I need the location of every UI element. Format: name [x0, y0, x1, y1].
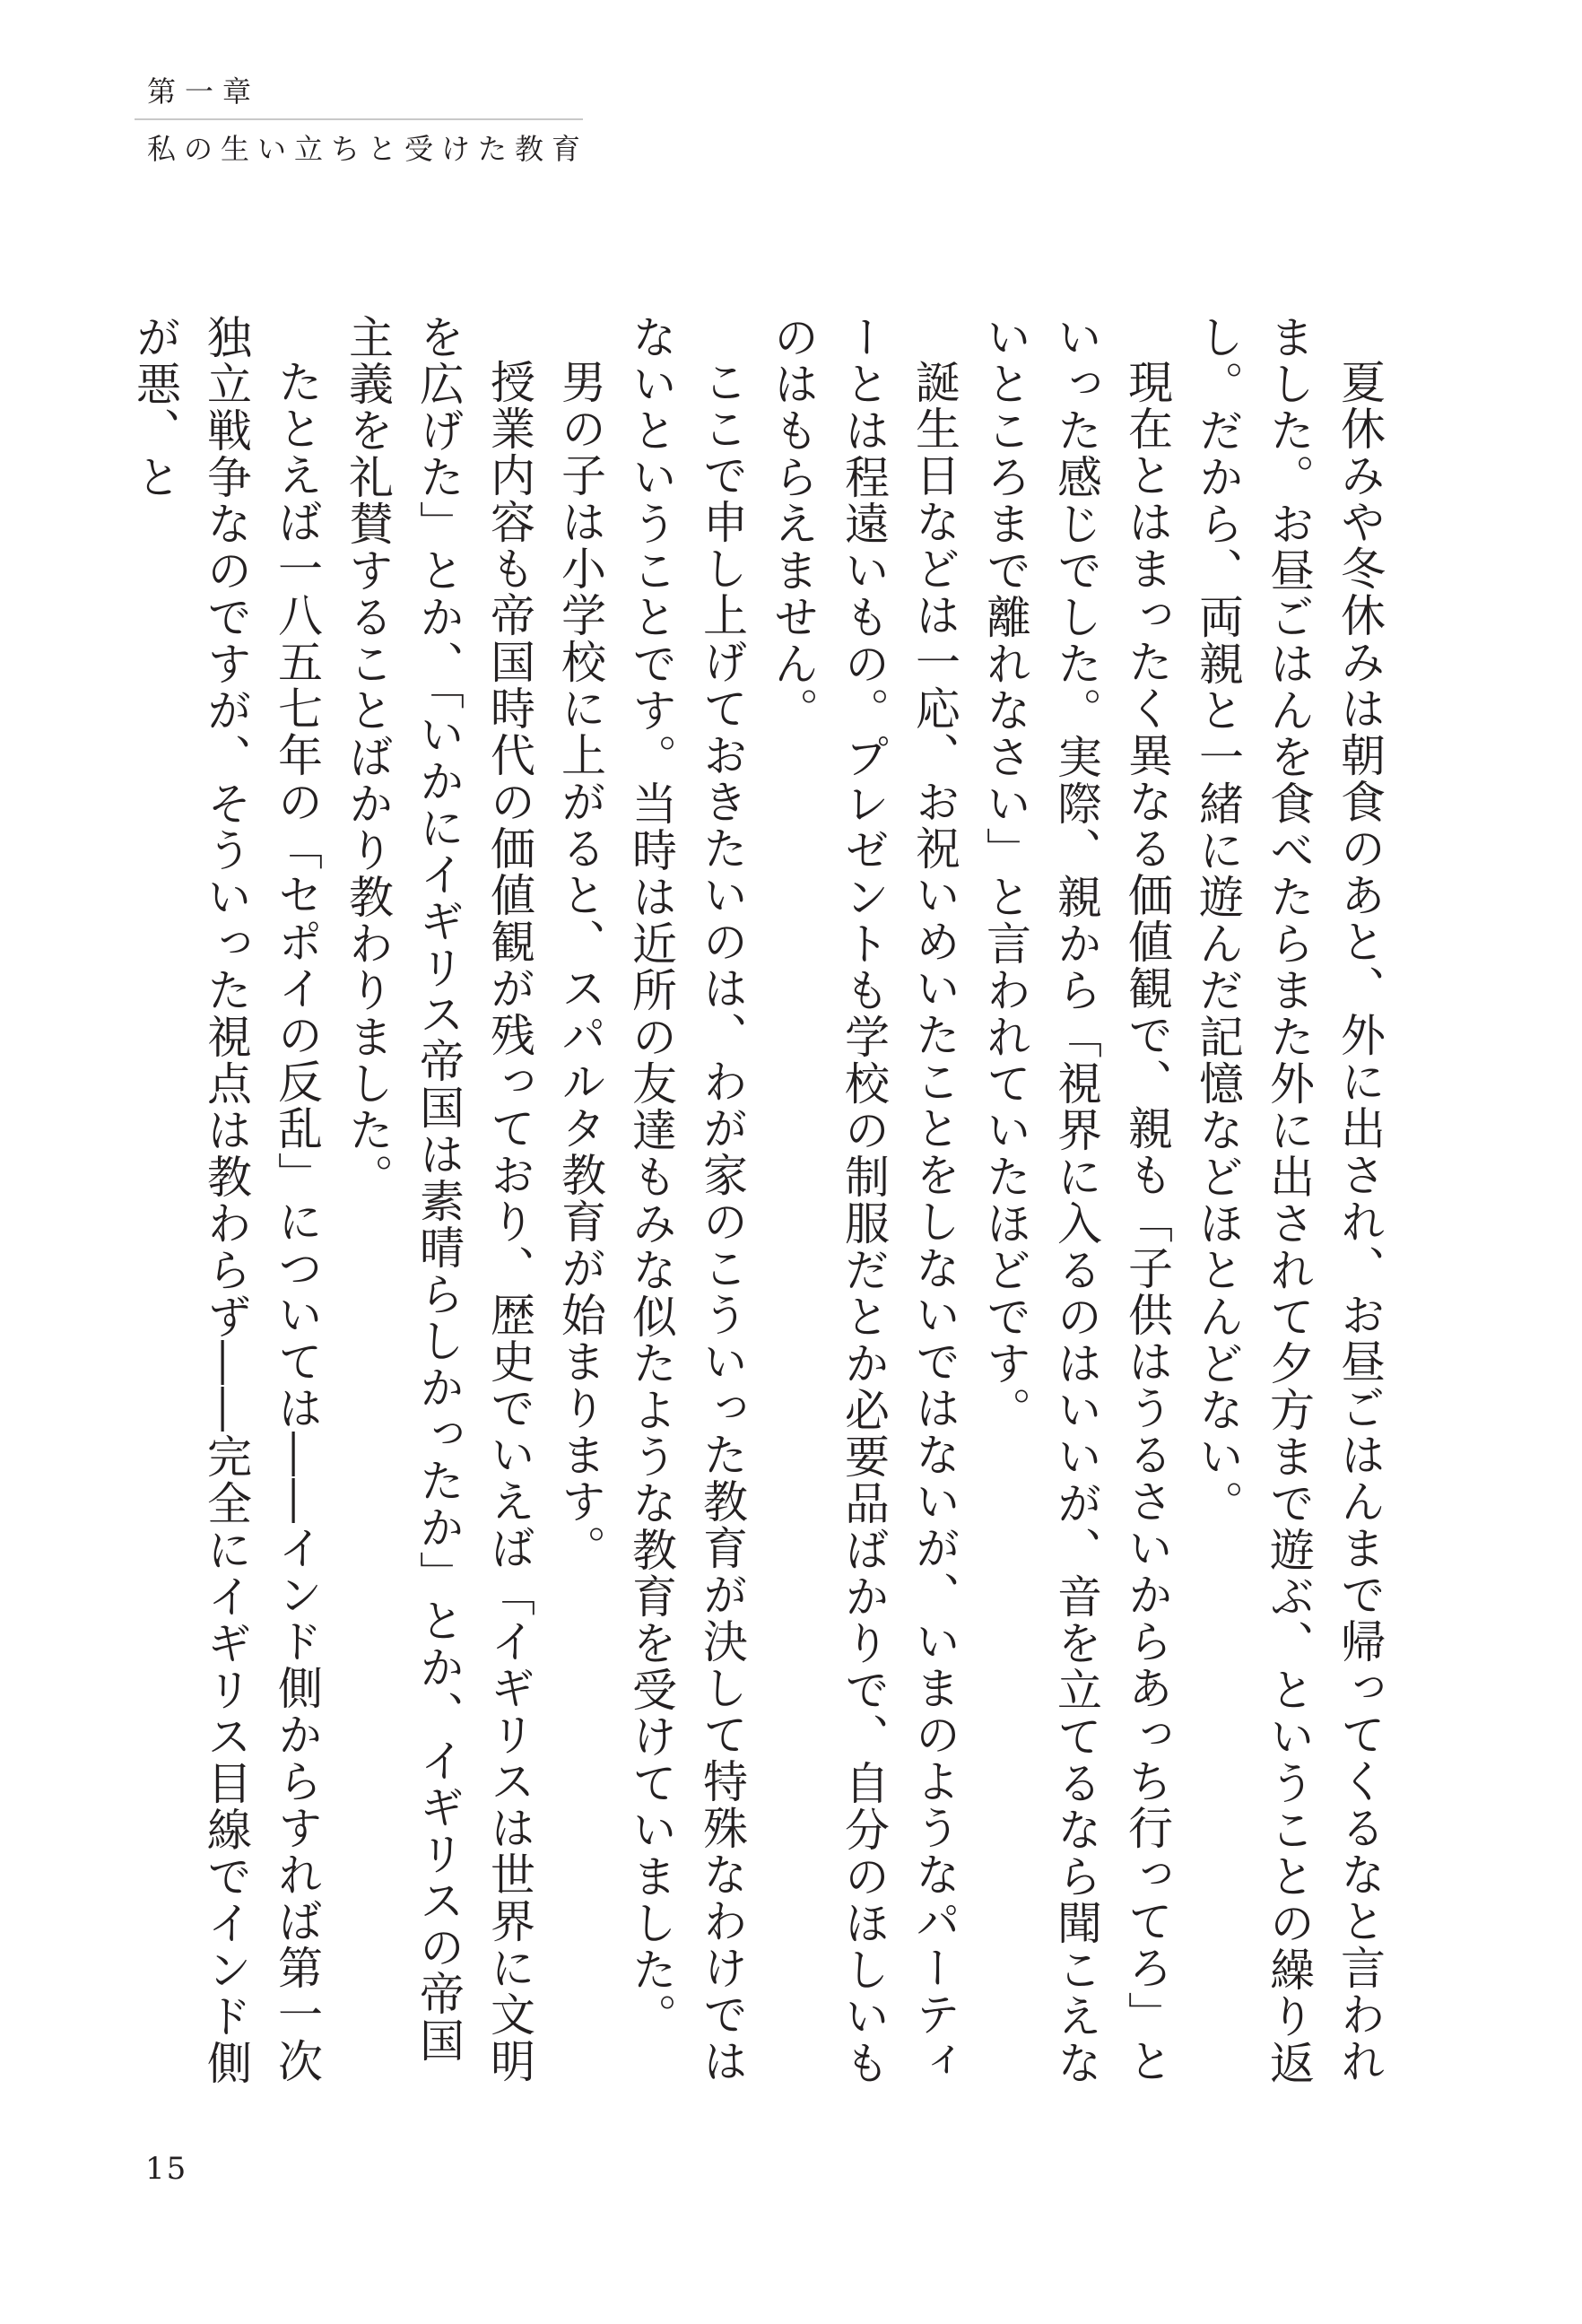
- paragraph: ここで申し上げておきたいのは、わが家のこういった教育が決して特殊なわけではないということです。当時は近所の友達もみな似たような教育を受けていました。: [625, 314, 748, 2085]
- paragraph: 誕生日などは一応、お祝いめいたことをしないではないが、いまのようなパーティーとは程遠いもの。プレゼントも学校の制服だとか必要品ばかりで、自分のほしいものはもらえません。: [767, 314, 960, 2086]
- header-divider: [135, 118, 583, 120]
- body-text: [129, 314, 1395, 2090]
- paragraph: 男の子は小学校に上がると、スパルタ教育が始まります。: [554, 359, 606, 1571]
- running-head: [135, 72, 589, 166]
- paragraph: たとえば一八五七年の「セポイの反乱」については――インド側からすれば第一次独立戦争なのですが、そういった視点は教わらず――完全にイギリス目線でインド側が悪、と: [129, 314, 323, 2086]
- paragraph: 夏休みや冬休みは朝食のあと、外に出され、お昼ごはんまで帰ってくるなと言われました。お昼ごはんを食べたらまた外に出されて夕方まで遊ぶ、ということの繰り返し。だから、両親と一緒に遊んだ記憶などほとんどない。: [1192, 314, 1386, 2086]
- chapter-title: 私の生い立ちと受けた教育: [147, 132, 589, 166]
- paragraph: 現在とはまったく異なる価値観で、親も「子供はうるさいからあっち行ってろ」といった感じでした。実際、親から「視界に入るのはいいが、音を立てるなら聞こえないところまで離れなさい」と言われていたほどです。: [979, 314, 1173, 2086]
- chapter-label: 第一章: [147, 74, 261, 109]
- paragraph: 授業内容も帝国時代の価値観が残っており、歴史でいえば「イギリスは世界に文明を広げた」とか、「いかにイギリス帝国は素晴らしかったか」とか、イギリスの帝国主義を礼賛することばかり教わりました。: [342, 314, 535, 2085]
- page-number: 15: [145, 2151, 188, 2187]
